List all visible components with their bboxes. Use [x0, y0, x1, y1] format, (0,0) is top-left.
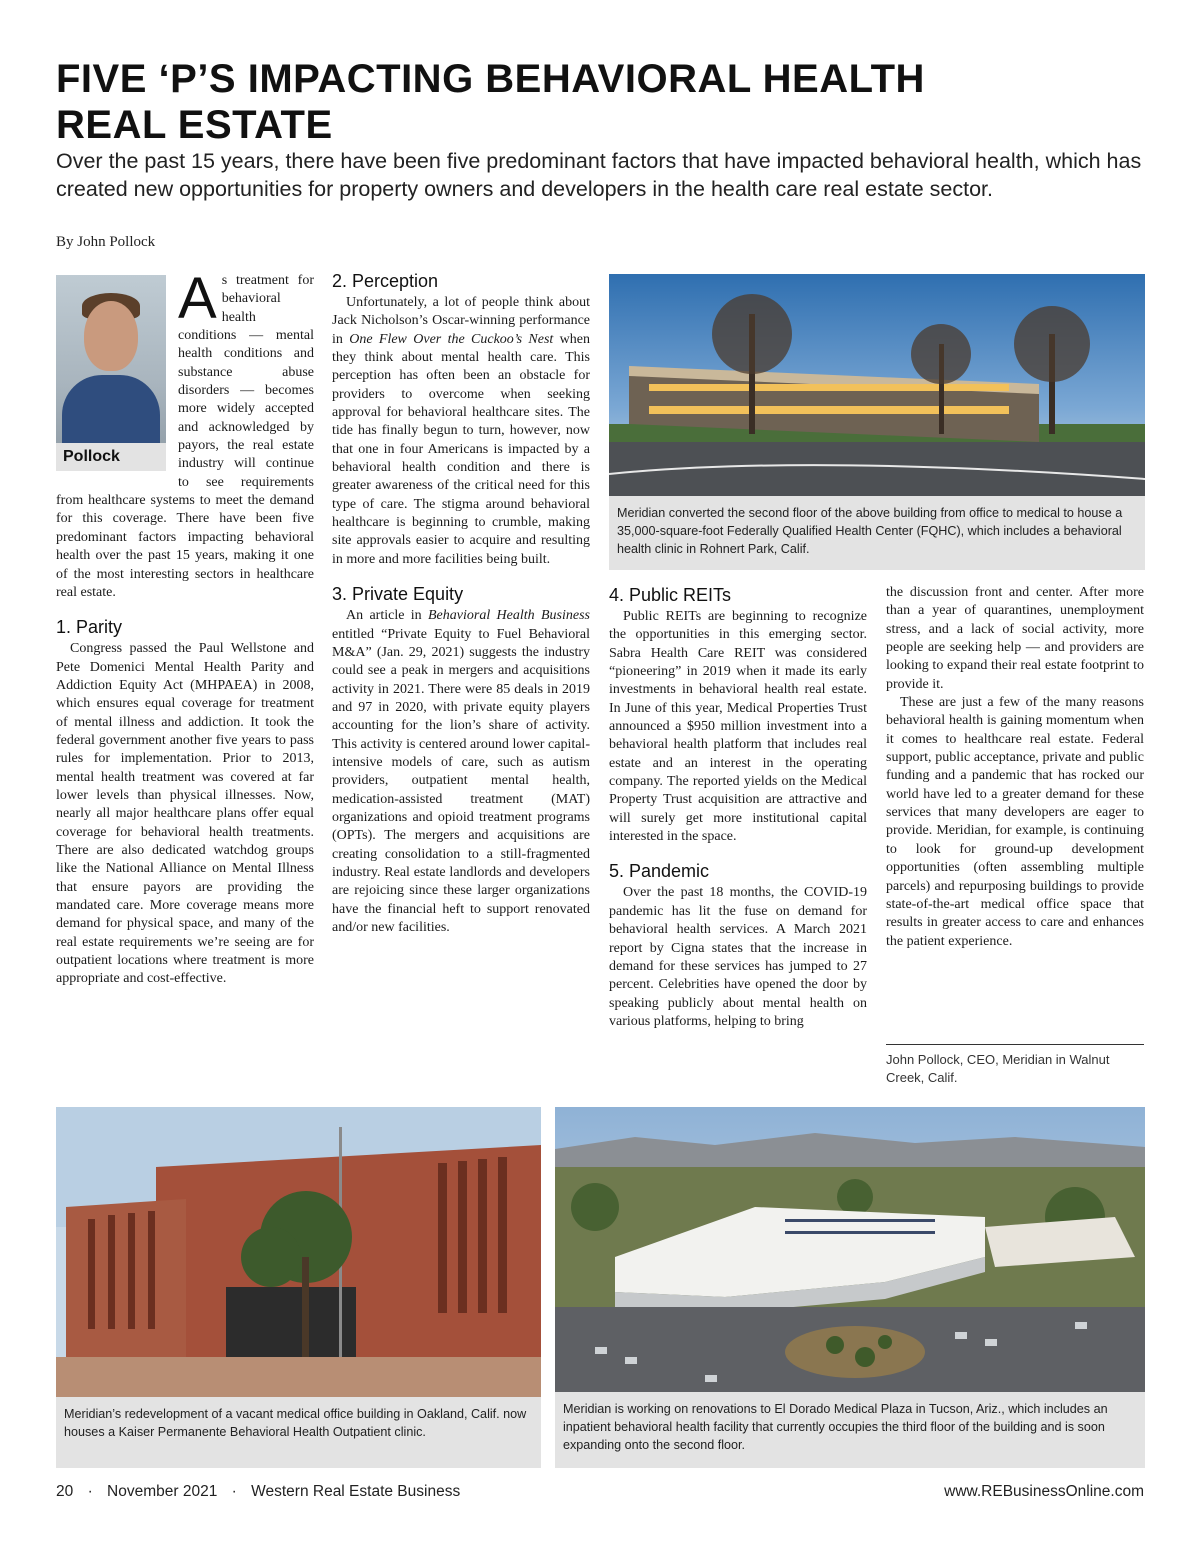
heading-pandemic: 5. Pandemic: [609, 861, 710, 882]
film-title: One Flew Over the Cuckoo’s Nest: [349, 331, 554, 347]
footer-url[interactable]: www.REBusinessOnline.com: [944, 1483, 1144, 1500]
heading-private-equity: 3. Private Equity: [332, 584, 464, 605]
public-reits-paragraph: Public REITs are beginning to recognize the opportunities in this emerging sector. Sabra Health Care REIT was considered “pioneering” in 2019 when it made its early investments in behavioral health real estate. In June of this year, Medical Properties Trust announced a $950 million investment into a behavioral health platform that includes real estate and an interest in the operating company. The reported yields on the Medical Property Trust acquisition are attractive and will surely get more institutional capital interested in the space.: [609, 609, 867, 845]
closing-paragraph: These are just a few of the many reasons behavioral health is gaining momentum when it comes to healthcare real estate. Federal support, public acceptance, private and public funding and a pandemic that has rocked our world have led to a greater demand for these services that many developers are eager to provide. Meridian, for example, is continuing to look for ground-up development opportunities (often assembling multiple parcels) and repurposing buildings to provide state-of-the-art medical office space that results in greater access to care and enhances the patient experience.: [886, 695, 1144, 949]
private-equity-paragraph: An article in Behavioral Health Business entitled “Private Equity to Fuel Behavioral M&A” (Jan. 29, 2021) suggests the industry could see a peak in mergers and acquisitions activity in 2021. There were 85 deals in 2019 and 97 in 2020, with private equity players accounting for the lion’s share of activity. This activity is centered around lower capital-intensive models of care, such as autism providers, outpatient mental health, medication-assisted treatment (MAT) organizations and opioid treatment programs (OPTs). The mergers and acquisitions are creating consolidation to a still-fragmented industry. Real estate landlords and developers are rejoicing since these larger organizations have the financial heft to support renovated and/or new facilities.: [332, 608, 590, 935]
photo-rohnert-park-building: [609, 274, 1145, 496]
column-1: [56, 266, 314, 989]
drop-cap: A: [178, 266, 217, 331]
perception-paragraph: Unfortunately, a lot of people think about Jack Nicholson’s Oscar-winning performance in One Flew Over the Cuckoo’s Nest when they think about mental health care. This perception has often been an obstacle for providers to overcome when seeking approval for behavioral healthcare sites. The tide has finally begun to turn, however, now that one in four Americans is impacted by a behavioral health condition and there is greater awareness of the critical need for this type of care. The stigma around behavioral healthcare is beginning to crumble, making site approvals easier to acquire and resulting in more and more facilities being built.: [332, 295, 590, 567]
heading-parity: 1. Parity: [56, 617, 123, 638]
caption-bottom-right-photo: Meridian is working on renovations to El Dorado Medical Plaza in Tucson, Ariz., which includes an inpatient behavioral health facility that currently occupies the third floor of the building and is soon expanding onto the second floor.: [555, 1392, 1145, 1468]
headshot-caption: Pollock: [56, 443, 166, 471]
heading-public-reits: 4. Public REITs: [609, 585, 732, 605]
column-4: [886, 584, 1144, 951]
publication-name: Western Real Estate Business: [251, 1483, 461, 1500]
footer-separator-2: ·: [231, 1483, 237, 1500]
title-line-2: REAL ESTATE: [56, 103, 333, 147]
article-title: [56, 56, 1156, 148]
pandemic-paragraph-part-1: Over the past 18 months, the COVID-19 pandemic has lit the fuse on demand for behavioral health services. A March 2021 report by Cigna states that the increase in demand for these services has jumped to 27 percent. Celebrities have opened the door by speaking publicly about mental health on various platforms, helping to bring: [609, 885, 867, 1029]
issue-date: November 2021: [107, 1483, 218, 1500]
byline: By John Pollock: [56, 234, 156, 250]
caption-bottom-left-photo: Meridian’s redevelopment of a vacant medical office building in Oakland, Calif. now houses a Kaiser Permanente Behavioral Health Outpatient clinic.: [56, 1397, 541, 1468]
parity-paragraph: Congress passed the Paul Wellstone and Pete Domenici Mental Health Parity and Addiction Equity Act (MHPAEA) in 2008, which ensures equal coverage for treatment of mental illness and addiction. It took the federal government another five years to pass rules for implementation. Prior to 2013, mental health treatment was covered at far lower levels than physical illnesses. Now, nearly all major healthcare plans offer equal coverage for behavioral health treatments. There are also dedicated watchdog groups like the National Alliance on Mental Illness that ensure payors are providing the mandated care. More coverage means more demand for physical space, and many of the real estate requirements we’re seeing are for outpatient locations where treatment is more appropriate and cost-effective.: [56, 641, 314, 987]
photo-tucson-medical-plaza: [555, 1107, 1145, 1392]
intro-text: s treatment for behavioral health conditions — mental health conditions and substance abuse disorders — becomes more widely accepted and acknowledged by payors, the real estate industry will continue to see requirements from healthcare systems to meet the demand for this coverage. There have been five predominant factors impacting behavioral health over the past 15 years, making it one of the most interesting sectors in healthcare real estate.: [56, 273, 314, 600]
article-deck: Over the past 15 years, there have been five predominant factors that have impacted behavioral health, which has created new opportunities for property owners and developers in the health care real estate sector.: [56, 149, 1142, 201]
author-headshot: [56, 275, 166, 471]
heading-perception: 2. Perception: [332, 271, 439, 291]
publication-title: Behavioral Health Business: [428, 608, 590, 624]
page-number: 20: [56, 1483, 74, 1500]
bio-divider: [886, 1044, 1144, 1045]
title-line-1: FIVE ‘P’S IMPACTING BEHAVIORAL HEALTH: [56, 57, 925, 101]
column-3: [609, 584, 867, 1031]
photo-oakland-building: [56, 1107, 541, 1397]
footer-separator-1: ·: [87, 1483, 93, 1500]
footer-left: [56, 1483, 460, 1501]
column-2: [332, 270, 590, 937]
caption-top-photo: Meridian converted the second floor of the above building from office to medical to house a 35,000-square-foot Federally Qualified Health Center (FQHC), which includes a behavioral health clinic in Rohnert Park, Calif.: [609, 496, 1145, 570]
author-bio: John Pollock, CEO, Meridian in Walnut Creek, Calif.: [886, 1052, 1110, 1085]
pandemic-paragraph-part-2: the discussion front and center. After more than a year of quarantines, unemployment stress, and a lack of social activity, more people are seeking help — and providers are looking to expand their real estate footprint to provide it.: [886, 585, 1144, 692]
